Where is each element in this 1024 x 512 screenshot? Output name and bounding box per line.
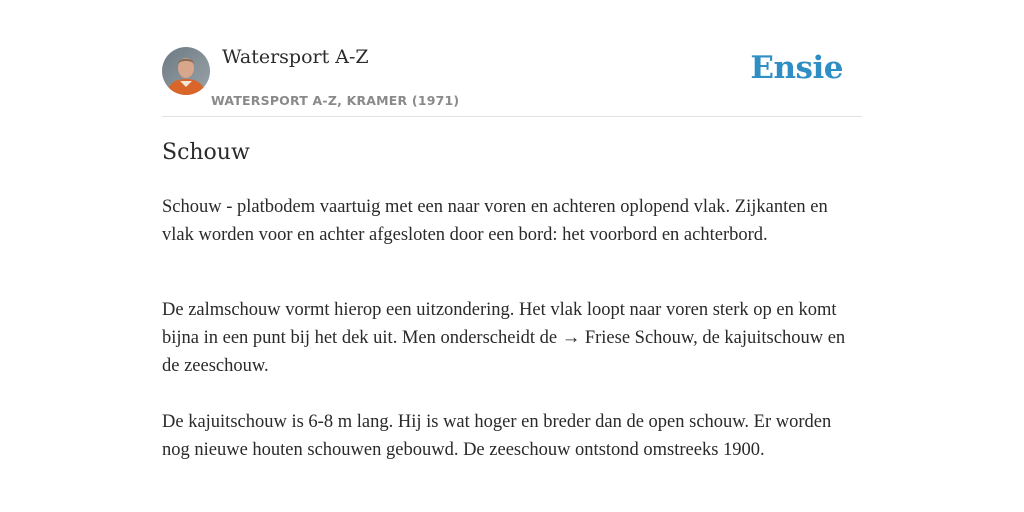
paragraph-text: De zalmschouw vormt hierop een uitzondering. Het vlak loopt naar voren sterk op en komt bijna in een punt bij het dek uit. Men onderscheidt de xyxy=(162,300,837,348)
source-title[interactable]: Watersport A-Z xyxy=(222,46,369,68)
entry-paragraph-2 xyxy=(162,296,862,380)
avatar[interactable] xyxy=(162,47,210,95)
entry-title: Schouw xyxy=(162,140,250,165)
entry-header xyxy=(162,0,862,117)
article-container xyxy=(162,0,862,460)
person-avatar-icon xyxy=(162,47,210,95)
ensie-logo[interactable]: Ensie xyxy=(750,50,843,86)
entry-paragraph-3: De kajuitschouw is 6-8 m lang. Hij is wat hoger en breder dan de open schouw. Er worden nog nieuwe houten schouwen gebouwd. De zeeschouw ontstond omstreeks 1900. xyxy=(162,412,832,460)
friese-schouw-link[interactable]: → Friese Schouw xyxy=(561,328,694,348)
entry-paragraph-1: Schouw - platbodem vaartuig met een naar voren en achteren oplopend vlak. Zijkanten en vlak worden voor en achter afgesloten door een bord: het voorbord en achterbord. xyxy=(162,197,828,245)
paragraph-text: , de kajuitschouw en de zeeschouw. xyxy=(162,328,846,376)
source-subtitle: WATERSPORT A-Z, KRAMER (1971) xyxy=(211,93,460,108)
